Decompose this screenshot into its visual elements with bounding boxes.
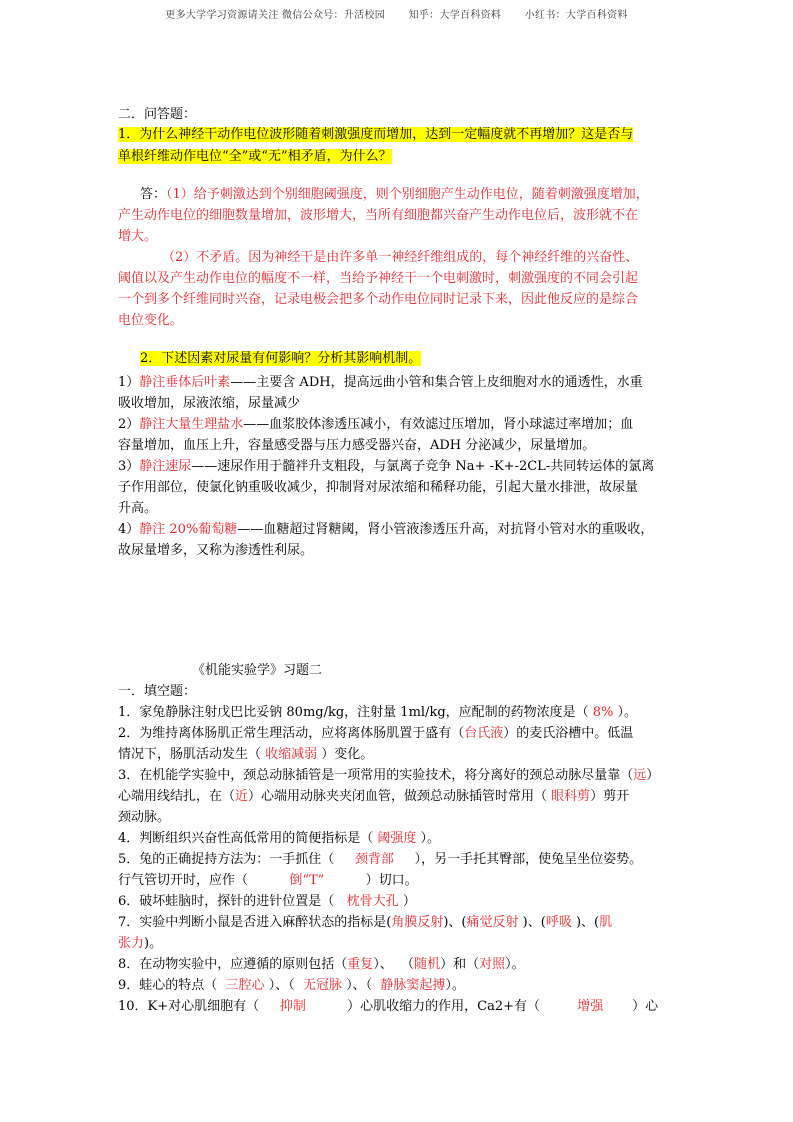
factor-item (118, 456, 678, 519)
fill-item-7: 7．实验中判断小鼠是否进入麻醉状态的指标是(角膜反射)、(痛觉反射 )、(呼吸 )、(肌 (118, 915, 613, 930)
factor-explanation-cont: 故尿量增多，又称为渗透性利尿。 (118, 543, 314, 558)
fill-item-10: 10．K+对心肌细胞有（ 抑制 ）心肌收缩力的作用，Ca2+有（ 增强 ）心 (118, 999, 659, 1014)
answer-blank: 三腔心 (225, 978, 265, 993)
answer-1-p2-line-3: 一个到多个纤维同时兴奋，记录电极会把多个动作电位同时记录下来，因此他反应的是综合 (118, 292, 639, 307)
fill-item-6: 6．破坏蛙脑时，探针的进针位置是（ 枕骨大孔 ） (118, 894, 416, 909)
answer-blank: 8% (592, 705, 614, 720)
header-text-wechat: 更多大学学习资源请关注 微信公众号：升活校园 (165, 10, 386, 21)
fill-item-3-cont: 心端用线结扎，在（近）心端用动脉夹夹闭血管，做颈总动脉插管时常用（ 眼科剪）剪开 (118, 789, 630, 804)
fill-blank-list (118, 702, 678, 1017)
factor-item (118, 519, 678, 561)
qa-section (118, 104, 678, 125)
answer-blank: 无冠脉 (302, 978, 342, 993)
answer-blank: 阈强度 (377, 831, 417, 846)
answer-1-p1-line-2: 产生动作电位的细胞数量增加，波形增大，当所有细胞都兴奋产生动作电位后，波形就不在 (118, 208, 639, 223)
question-1 (118, 124, 678, 168)
factor-key: 静注速尿 (139, 459, 192, 474)
answer-blank: 随机 (414, 957, 441, 972)
factor-explanation-cont: 子作用部位，使氯化钠重吸收减少，抑制肾对尿浓缩和稀释功能，引起大量水排泄，故尿量 (118, 480, 639, 495)
answer-1-p2-line-2: 阈值以及产生动作电位的幅度不一样，当给予神经干一个电刺激时，刺激强度的不同会引起 (118, 271, 639, 286)
factor-item (118, 414, 678, 456)
answer-blank: 抑制 (279, 999, 306, 1014)
answer-1 (118, 184, 678, 331)
answer-blank: 重复 (347, 957, 374, 972)
fill-item-9: 9．蛙心的特点（ 三腔心 ）、（ 无冠脉 ）、（ 静脉窦起搏）。 (118, 978, 465, 993)
page-header (0, 6, 793, 21)
question-2 (118, 348, 678, 369)
answer-blank: 痛觉反射 (466, 915, 519, 930)
answer-blank: 增强 (577, 999, 604, 1014)
answer-1-p2-line-1: （2）不矛盾。因为神经干是由许多单一神经纤维组成的，每个神经纤维的兴奋性、 (162, 250, 639, 265)
answer-blank: 对照 (479, 957, 506, 972)
fill-item-5: 5．兔的正确捉持方法为：一手抓住（ 颈背部 ），另一手托其臀部，使兔呈坐位姿势。 (118, 852, 643, 867)
factor-item (118, 372, 678, 414)
fill-item-1: 1．家兔静脉注射戊巴比妥钠 80mg/kg，注射量 1ml/kg，应配制的药物浓度是（ 8% ）。 (118, 705, 638, 720)
answer-blank: 台氏液 (464, 726, 504, 741)
fill-item-8: 8．在动物实验中，应遵循的原则包括（重复）、 （随机）和（对照）。 (118, 957, 525, 972)
answer-1-p2-line-4: 电位变化。 (118, 313, 184, 328)
fill-item-5-cont: 行气管切开时，应作（ 倒“T” ）切口。 (118, 873, 418, 888)
factor-number: 2） (118, 417, 140, 432)
fill-item-2: 2．为维持离体肠肌正常生理活动，应将离体肠肌置于盛有（台氏液）的麦氏浴槽中。低温 (118, 726, 634, 741)
fill-blank-subtitle: 一．填空题： (118, 684, 197, 699)
factor-explanation: ——血糖超过肾糖阈，肾小管液渗透压升高，对抗肾小管对水的重吸收， (237, 522, 654, 537)
fill-item-4: 4．判断组织兴奋性高低常用的简便指标是（ 阈强度 ）。 (118, 831, 441, 846)
factor-number: 3） (118, 459, 140, 474)
answer-blank: 张力 (118, 936, 145, 951)
answer-1-p1-line-1: （1）给予刺激达到个别细胞阈强度，则个别细胞产生动作电位，随着刺激强度增加， (166, 187, 649, 202)
fill-item-2-cont: 情况下，肠肌活动发生（ 收缩减弱 ）变化。 (118, 747, 374, 762)
answer-blank: 角膜反射 (391, 915, 444, 930)
answer-blank: 肌 (599, 915, 613, 930)
factor-explanation: ——速尿作用于髓袢升支粗段，与氯离子竞争 Na+ -K+-2CL-共同转运体的氯离 (191, 459, 655, 474)
exercise-title: 《机能实验学》习题二 (192, 663, 323, 678)
factor-list (118, 372, 678, 561)
factor-explanation-cont: 吸收增加，尿液浓缩，尿量减少 (118, 396, 301, 411)
factor-key: 静注 20%葡萄糖 (139, 522, 238, 537)
answer-prefix: 答： (140, 187, 167, 202)
factor-key: 静注大量生理盐水 (139, 417, 244, 432)
fill-item-7-cont: 张力)。 (118, 936, 163, 951)
factor-explanation-cont: 容量增加，血压上升，容量感受器与压力感受器兴奋，ADH 分泌减少，尿量增加。 (118, 438, 596, 453)
question-1-line-1: 1．为什么神经干动作电位波形随着刺激强度而增加，达到一定幅度就不再增加？这是否与 (118, 127, 634, 142)
answer-blank: 呼吸 (545, 915, 572, 930)
answer-blank: 远 (633, 768, 647, 783)
factor-number: 1） (118, 375, 140, 390)
answer-blank: 收缩减弱 (265, 747, 318, 762)
section-title: 二．问答题： (118, 107, 197, 122)
answer-blank: 枕骨大孔 (346, 894, 399, 909)
header-text-zhihu: 知乎：大学百科资料 (408, 10, 502, 21)
fill-item-3: 3．在机能学实验中，颈总动脉插管是一项常用的实验技术，将分离好的颈总动脉尽量靠（远） (118, 768, 660, 783)
exercise-2-header (118, 660, 678, 702)
question-2-text: 2．下述因素对尿量有何影响？分析其影响机制。 (140, 351, 422, 366)
factor-explanation: ——血浆胶体渗透压减小，有效滤过压增加，肾小球滤过率增加；血 (243, 417, 634, 432)
factor-explanation-cont: 升高。 (118, 501, 158, 516)
answer-blank: 倒“T” (289, 873, 325, 888)
factor-explanation: ——主要含 ADH，提高远曲小管和集合管上皮细胞对水的通透性，水重 (230, 375, 643, 390)
header-text-xiaohongshu: 小红书：大学百科资料 (524, 10, 628, 21)
factor-key: 静注垂体后叶素 (139, 375, 231, 390)
answer-blank: 静脉窦起搏 (380, 978, 446, 993)
answer-blank: 颈背部 (354, 852, 394, 867)
answer-blank: 眼科剪 (551, 789, 591, 804)
answer-blank: 近 (235, 789, 249, 804)
question-1-line-2: 单根纤维动作电位“全”或“无”相矛盾，为什么？ (118, 149, 392, 164)
fill-item-3-cont: 颈动脉。 (118, 810, 171, 825)
factor-number: 4） (118, 522, 140, 537)
answer-1-p1-line-3: 增大。 (118, 229, 158, 244)
